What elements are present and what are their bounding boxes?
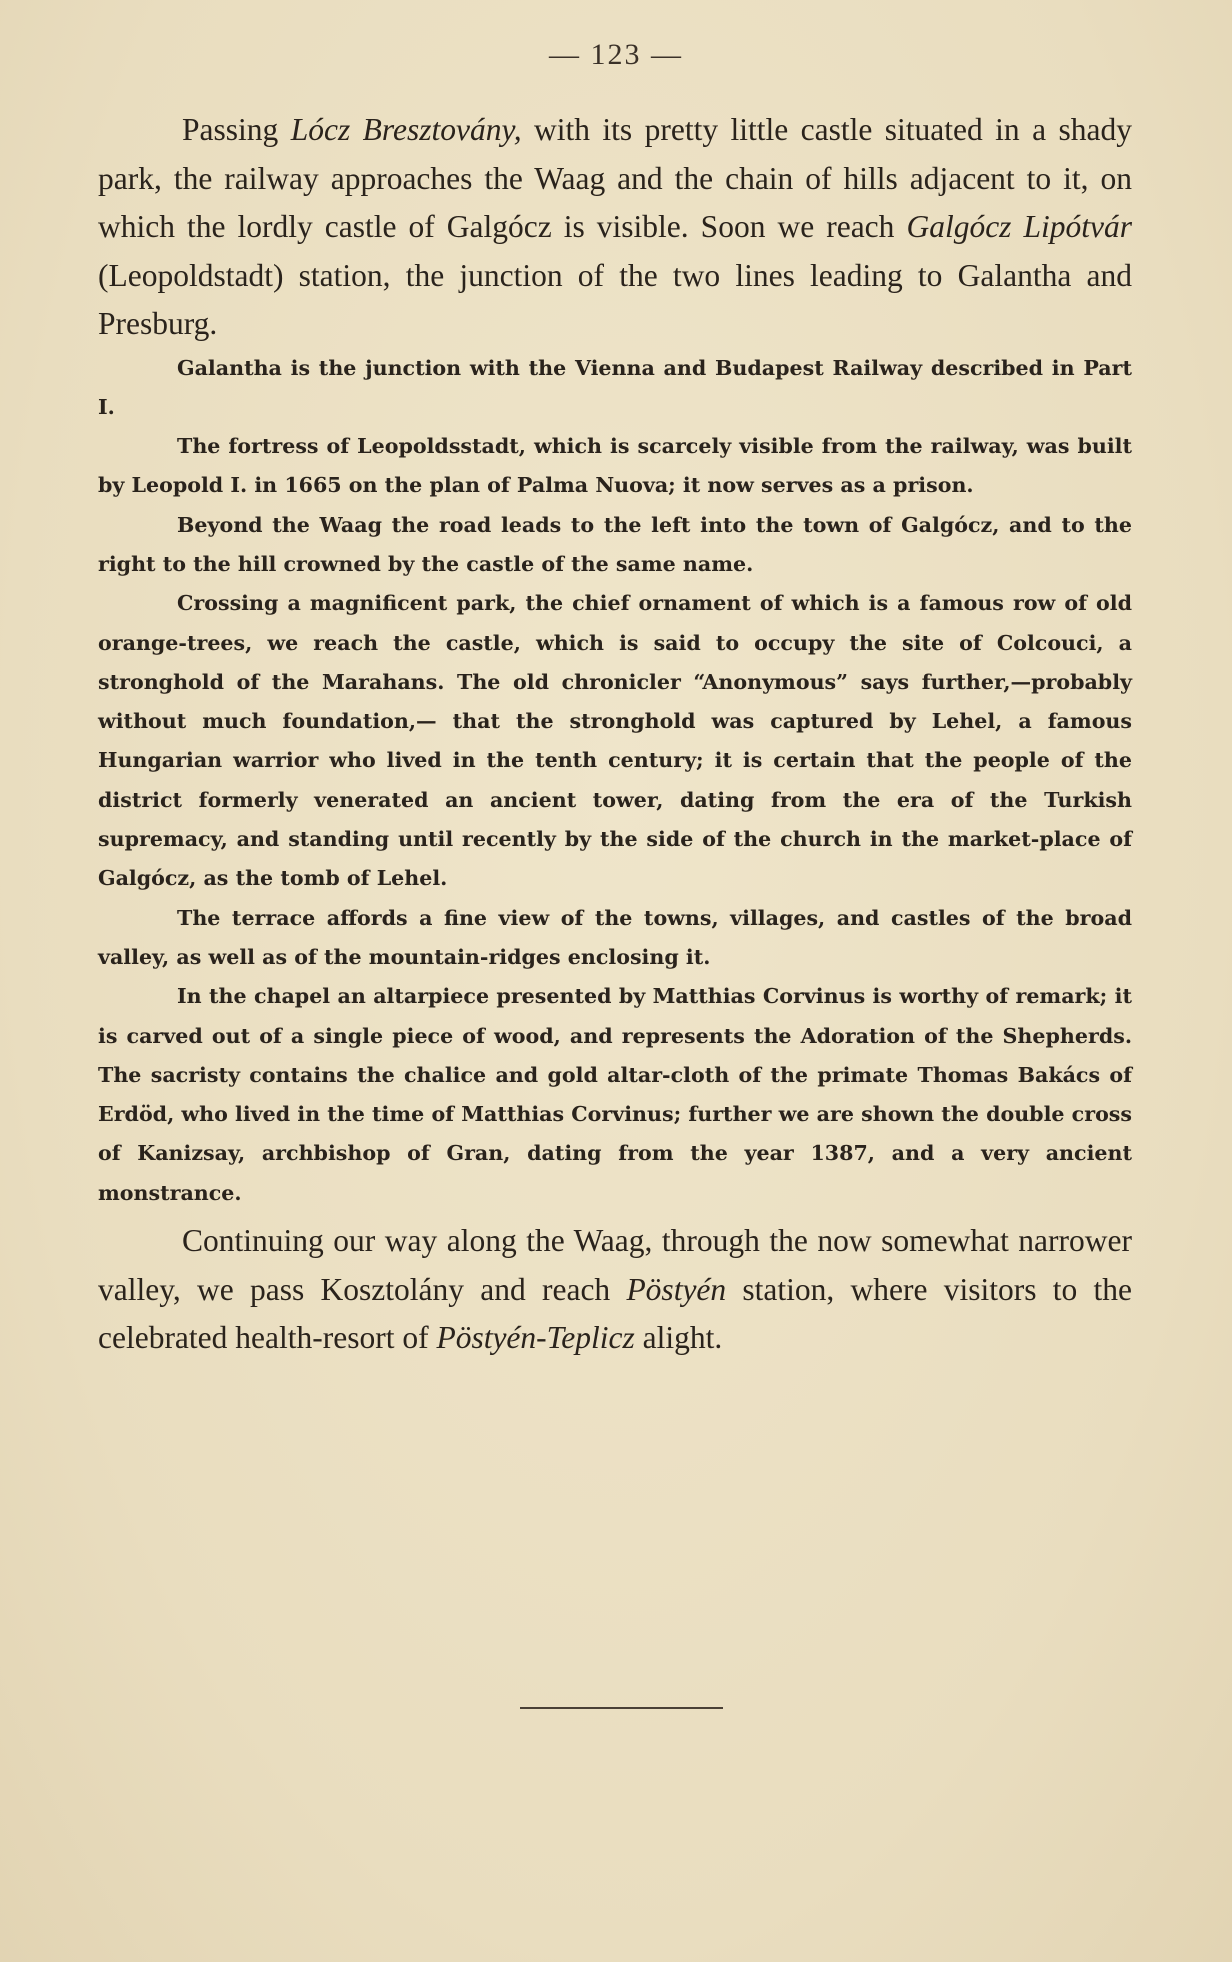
intro-text-2: with its pretty little castle situated in a shady park, the railway approaches the Waag and the chain of hills adjacent to it, on which the lordly castle of Galgócz is visible. Soon we reach: [98, 112, 1132, 244]
intro-text-3: (Leopoldstadt) station, the junction of the two lines leading to Galantha and Presburg.: [98, 257, 1132, 341]
place-postyen-teplicz: Pöstyén-Teplicz: [436, 1320, 635, 1356]
note-park-castle: Crossing a magnificent park, the chief ornament of which is a famous row of old orange-trees, we reach the castle, which is said to occupy the site of Colcouci, a stronghold of the Marahans. The old chronicler “Anonymous” says further,—probably without much foundation,— that the stronghold was captured by Lehel, a famous Hungarian warrior who lived in the tenth century; it is certain that the people of the district formerly venerated an ancient tower, dating from the era of the Turkish supremacy, and standing until recently by the side of the church in the market-place of Galgócz, as the tomb of Lehel.: [98, 591, 1132, 891]
place-galgocz-lipotvar: Galgócz Lipótvár: [906, 209, 1132, 244]
page-number: — 123 —: [549, 38, 683, 71]
note-chapel: In the chapel an altarpiece presented by Matthias Corvinus is worthy of remark; it is carved out of a single piece of wood, and represents the Adoration of the Shepherds. The sacristy contains the chalice and gold altar-cloth of the primate Thomas Bakács of Erdöd, who lived in the time of Matthias Corvinus; further we are shown the double cross of Kanizsay, archbishop of Gran, dating from the year 1387, and a very ancient monstrance.: [98, 984, 1132, 1205]
intro-paragraph: [98, 106, 1132, 349]
body-text: [98, 106, 1132, 1363]
closing-text-3: alight.: [634, 1320, 723, 1356]
intro-text-1: Passing: [182, 112, 291, 147]
closing-paragraph: [98, 1217, 1132, 1363]
note-terrace: The terrace affords a fine view of the towns, villages, and castles of the broad valley, as well as of the mountain-ridges enclosing it.: [98, 905, 1132, 969]
place-postyen: Pöstyén: [626, 1271, 727, 1307]
place-locz-bresztovany: Lócz Bresztovány,: [290, 112, 522, 147]
note-beyond-waag: Beyond the Waag the road leads to the left into the town of Galgócz, and to the right to the hill crowned by the castle of the same name.: [98, 512, 1132, 576]
note-galantha: Galantha is the junction with the Vienna and Budapest Railway described in Part I.: [98, 355, 1132, 419]
section-rule: [520, 1707, 723, 1709]
closing-text-2: station, where visitors to the celebrated health-resort of: [98, 1271, 1132, 1356]
note-fortress: The fortress of Leopoldsstadt, which is scarcely visible from the railway, was built by Leopold I. in 1665 on the plan of Palma Nuova; it now serves as a prison.: [98, 434, 1132, 498]
closing-text-1: Continuing our way along the Waag, through the now somewhat narrower valley, we pass Kosztolány and reach: [98, 1223, 1132, 1307]
